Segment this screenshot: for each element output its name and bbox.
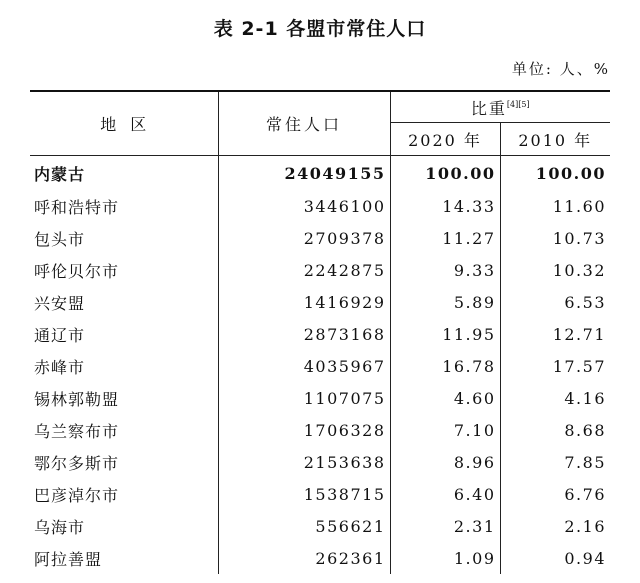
table-row: [30, 286, 610, 318]
region-cell: 通辽市: [34, 325, 86, 345]
population-cell: 2242875: [218, 254, 390, 286]
ratio-2020-cell: 8.96: [390, 446, 500, 478]
ratio-2020-cell: 2.31: [390, 510, 500, 542]
ratio-2020-cell: 100.00: [390, 156, 500, 191]
population-cell: 2153638: [218, 446, 390, 478]
unit-label: 单位: 人、%: [511, 60, 610, 78]
ratio-2020-cell: 4.60: [390, 382, 500, 414]
table-row: [30, 478, 610, 510]
ratio-2020-cell: 11.27: [390, 222, 500, 254]
ratio-2010-cell: 10.32: [500, 254, 610, 286]
ratio-2020-cell: 11.95: [390, 318, 500, 350]
population-column-header: 常住人口: [218, 91, 390, 156]
year-2020-column-header: 2020 年: [390, 123, 500, 156]
population-cell: 1538715: [218, 478, 390, 510]
region-cell: 赤峰市: [34, 357, 86, 377]
table-row: [30, 254, 610, 286]
population-cell: 556621: [218, 510, 390, 542]
ratio-2010-cell: 6.53: [500, 286, 610, 318]
table-row: [30, 446, 610, 478]
table-row: [30, 382, 610, 414]
table-row: [30, 318, 610, 350]
table-row: [30, 222, 610, 254]
ratio-2010-cell: 8.68: [500, 414, 610, 446]
population-cell: 2709378: [218, 222, 390, 254]
table-body: [30, 156, 610, 575]
ratio-2010-cell: 11.60: [500, 190, 610, 222]
table-row: [30, 190, 610, 222]
region-cell: 锡林郭勒盟: [34, 389, 120, 409]
population-cell: 2873168: [218, 318, 390, 350]
region-cell: 巴彦淖尔市: [34, 485, 120, 505]
population-table: [30, 90, 610, 574]
ratio-2020-cell: 9.33: [390, 254, 500, 286]
population-cell: 4035967: [218, 350, 390, 382]
ratio-2020-cell: 7.10: [390, 414, 500, 446]
table-row: [30, 350, 610, 382]
region-cell: 兴安盟: [34, 293, 86, 313]
table-row: [30, 510, 610, 542]
ratio-2020-cell: 14.33: [390, 190, 500, 222]
region-cell: 包头市: [34, 229, 86, 249]
ratio-2010-cell: 6.76: [500, 478, 610, 510]
region-cell: 呼和浩特市: [34, 197, 120, 217]
ratio-header-label: 比重: [470, 98, 507, 118]
population-cell: 1416929: [218, 286, 390, 318]
region-cell: 阿拉善盟: [34, 549, 103, 569]
population-cell: 24049155: [218, 156, 390, 191]
ratio-2020-cell: 16.78: [390, 350, 500, 382]
ratio-2020-cell: 6.40: [390, 478, 500, 510]
ratio-2010-cell: 100.00: [500, 156, 610, 191]
table-row: [30, 414, 610, 446]
ratio-footnote-ref: [4][5]: [506, 99, 530, 109]
region-column-header: 地区: [30, 91, 218, 156]
population-cell: 1107075: [218, 382, 390, 414]
region-cell: 内蒙古: [34, 164, 86, 184]
region-cell: 呼伦贝尔市: [34, 261, 120, 281]
population-cell: 3446100: [218, 190, 390, 222]
ratio-2020-cell: 5.89: [390, 286, 500, 318]
population-cell: 1706328: [218, 414, 390, 446]
ratio-2010-cell: 4.16: [500, 382, 610, 414]
population-cell: 262361: [218, 542, 390, 574]
ratio-2010-cell: 0.94: [500, 542, 610, 574]
year-2010-column-header: 2010 年: [500, 123, 610, 156]
ratio-2020-cell: 1.09: [390, 542, 500, 574]
region-cell: 乌海市: [34, 517, 86, 537]
region-cell: 鄂尔多斯市: [34, 453, 120, 473]
table-header: [30, 91, 610, 156]
ratio-2010-cell: 12.71: [500, 318, 610, 350]
table-row: [30, 542, 610, 574]
ratio-2010-cell: 2.16: [500, 510, 610, 542]
ratio-column-header: [390, 91, 610, 123]
ratio-2010-cell: 10.73: [500, 222, 610, 254]
table-row-total: [30, 156, 610, 191]
region-cell: 乌兰察布市: [34, 421, 120, 441]
ratio-2010-cell: 7.85: [500, 446, 610, 478]
table-title: 表 2-1 各盟市常住人口: [213, 18, 427, 40]
ratio-2010-cell: 17.57: [500, 350, 610, 382]
